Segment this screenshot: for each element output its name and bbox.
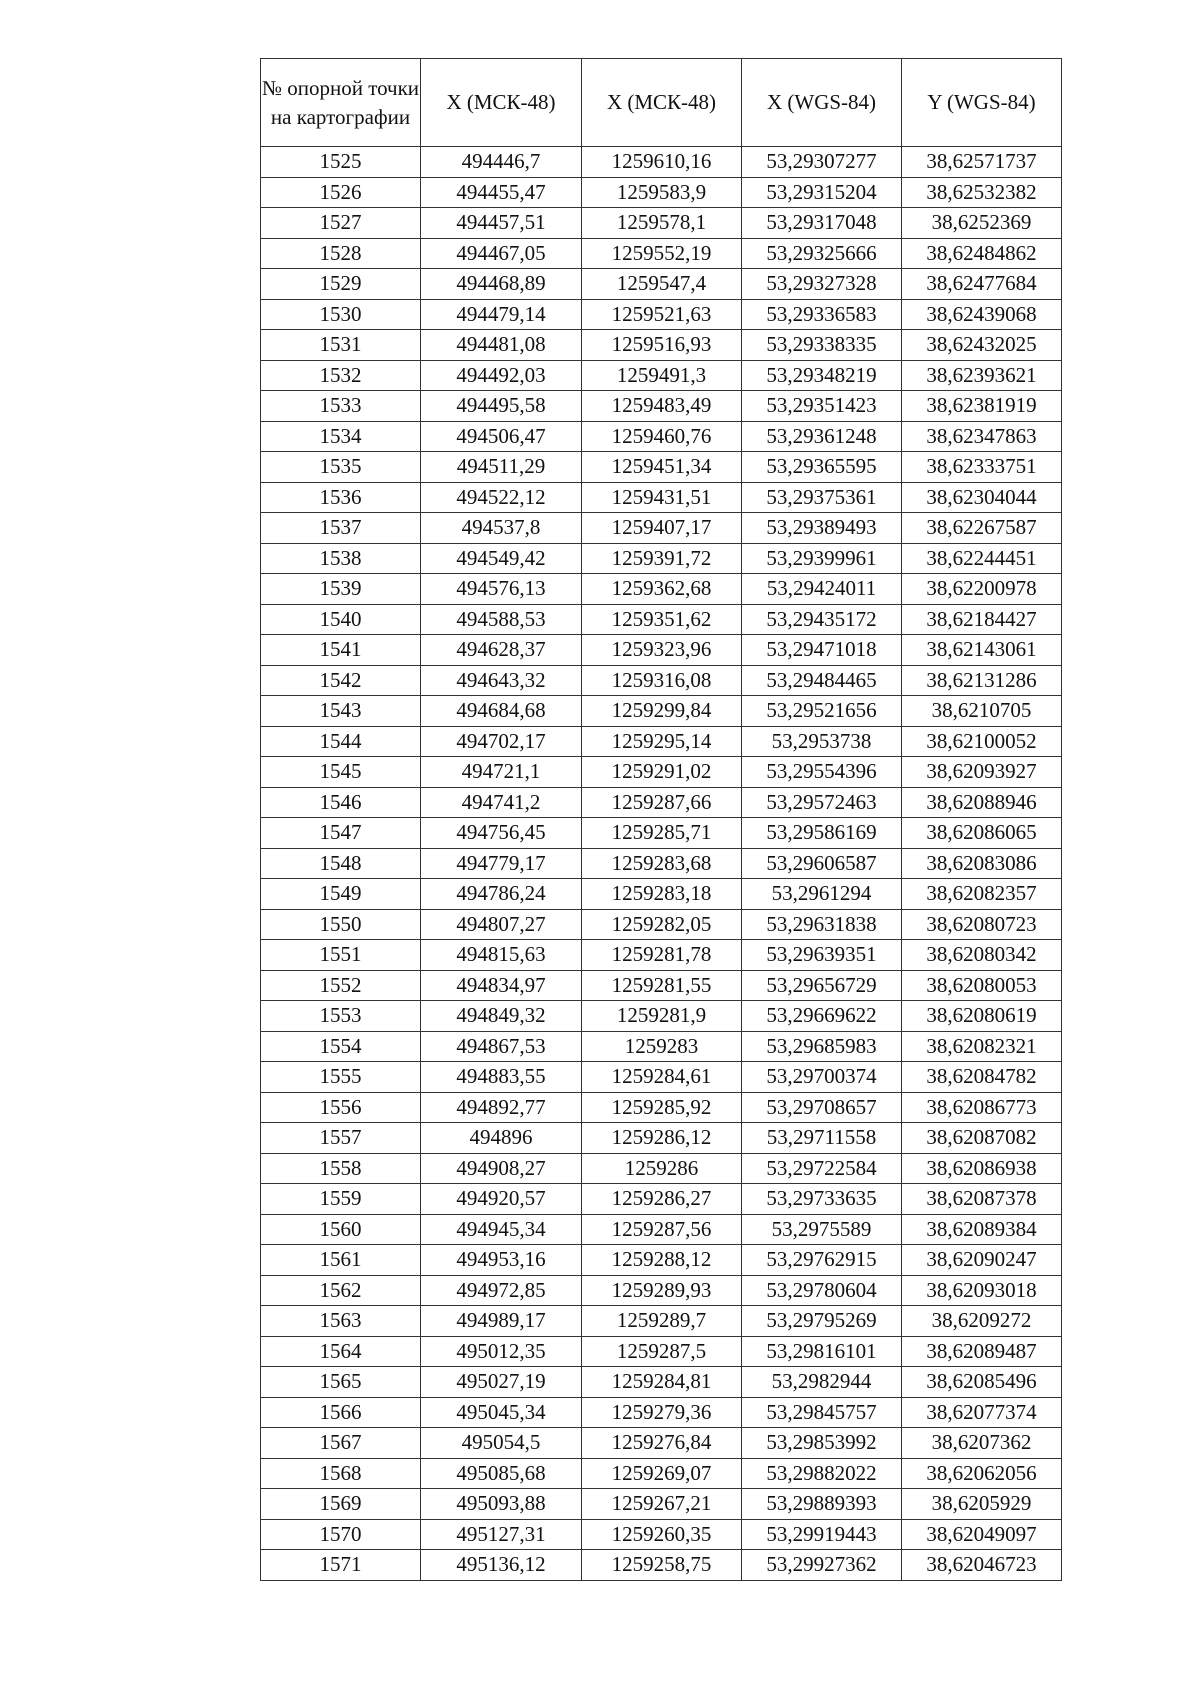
cell-x-msk48: 494457,51 bbox=[421, 208, 582, 239]
cell-x-wgs84: 53,29845757 bbox=[742, 1397, 902, 1428]
cell-x-msk48: 494883,55 bbox=[421, 1062, 582, 1093]
cell-point-number: 1533 bbox=[261, 391, 421, 422]
cell-x-msk48-second: 1259362,68 bbox=[582, 574, 742, 605]
cell-point-number: 1568 bbox=[261, 1458, 421, 1489]
cell-point-number: 1561 bbox=[261, 1245, 421, 1276]
cell-x-wgs84: 53,29780604 bbox=[742, 1275, 902, 1306]
cell-y-wgs84: 38,6209272 bbox=[902, 1306, 1062, 1337]
cell-x-msk48-second: 1259281,9 bbox=[582, 1001, 742, 1032]
cell-x-msk48: 494495,58 bbox=[421, 391, 582, 422]
cell-x-wgs84: 53,29554396 bbox=[742, 757, 902, 788]
cell-x-wgs84: 53,29572463 bbox=[742, 787, 902, 818]
cell-point-number: 1554 bbox=[261, 1031, 421, 1062]
table-row bbox=[261, 848, 1062, 879]
cell-y-wgs84: 38,62484862 bbox=[902, 238, 1062, 269]
cell-x-msk48-second: 1259286 bbox=[582, 1153, 742, 1184]
cell-x-msk48: 494511,29 bbox=[421, 452, 582, 483]
cell-x-msk48: 494892,77 bbox=[421, 1092, 582, 1123]
cell-x-msk48-second: 1259289,93 bbox=[582, 1275, 742, 1306]
cell-point-number: 1532 bbox=[261, 360, 421, 391]
cell-y-wgs84: 38,62333751 bbox=[902, 452, 1062, 483]
table-row bbox=[261, 482, 1062, 513]
cell-point-number: 1559 bbox=[261, 1184, 421, 1215]
cell-point-number: 1543 bbox=[261, 696, 421, 727]
cell-x-wgs84: 53,29336583 bbox=[742, 299, 902, 330]
table-row bbox=[261, 147, 1062, 178]
cell-x-msk48-second: 1259391,72 bbox=[582, 543, 742, 574]
cell-y-wgs84: 38,62090247 bbox=[902, 1245, 1062, 1276]
cell-point-number: 1537 bbox=[261, 513, 421, 544]
cell-point-number: 1562 bbox=[261, 1275, 421, 1306]
cell-x-msk48-second: 1259291,02 bbox=[582, 757, 742, 788]
cell-point-number: 1526 bbox=[261, 177, 421, 208]
cell-x-msk48: 495093,88 bbox=[421, 1489, 582, 1520]
cell-x-wgs84: 53,29711558 bbox=[742, 1123, 902, 1154]
cell-point-number: 1528 bbox=[261, 238, 421, 269]
cell-x-msk48: 494506,47 bbox=[421, 421, 582, 452]
cell-x-msk48: 495136,12 bbox=[421, 1550, 582, 1581]
table-row bbox=[261, 452, 1062, 483]
cell-x-msk48: 495127,31 bbox=[421, 1519, 582, 1550]
cell-y-wgs84: 38,62080723 bbox=[902, 909, 1062, 940]
cell-x-msk48-second: 1259316,08 bbox=[582, 665, 742, 696]
cell-x-msk48: 494522,12 bbox=[421, 482, 582, 513]
cell-point-number: 1542 bbox=[261, 665, 421, 696]
header-x-msk48: X (МСК-48) bbox=[421, 59, 582, 147]
cell-y-wgs84: 38,62089384 bbox=[902, 1214, 1062, 1245]
table-row bbox=[261, 330, 1062, 361]
table-header bbox=[261, 59, 1062, 147]
cell-x-msk48: 494989,17 bbox=[421, 1306, 582, 1337]
cell-x-wgs84: 53,29708657 bbox=[742, 1092, 902, 1123]
cell-point-number: 1548 bbox=[261, 848, 421, 879]
cell-y-wgs84: 38,62049097 bbox=[902, 1519, 1062, 1550]
cell-x-msk48-second: 1259295,14 bbox=[582, 726, 742, 757]
cell-y-wgs84: 38,6210705 bbox=[902, 696, 1062, 727]
cell-x-msk48: 494953,16 bbox=[421, 1245, 582, 1276]
cell-y-wgs84: 38,62244451 bbox=[902, 543, 1062, 574]
cell-y-wgs84: 38,62080619 bbox=[902, 1001, 1062, 1032]
cell-y-wgs84: 38,62077374 bbox=[902, 1397, 1062, 1428]
cell-x-msk48: 495085,68 bbox=[421, 1458, 582, 1489]
cell-x-msk48-second: 1259547,4 bbox=[582, 269, 742, 300]
cell-x-msk48: 494908,27 bbox=[421, 1153, 582, 1184]
table-row bbox=[261, 1123, 1062, 1154]
cell-x-wgs84: 53,29361248 bbox=[742, 421, 902, 452]
cell-x-msk48-second: 1259285,92 bbox=[582, 1092, 742, 1123]
table-row bbox=[261, 238, 1062, 269]
cell-point-number: 1569 bbox=[261, 1489, 421, 1520]
cell-x-wgs84: 53,29315204 bbox=[742, 177, 902, 208]
cell-x-msk48: 494702,17 bbox=[421, 726, 582, 757]
cell-point-number: 1567 bbox=[261, 1428, 421, 1459]
cell-y-wgs84: 38,62131286 bbox=[902, 665, 1062, 696]
table-row bbox=[261, 513, 1062, 544]
cell-x-msk48-second: 1259281,78 bbox=[582, 940, 742, 971]
cell-y-wgs84: 38,62100052 bbox=[902, 726, 1062, 757]
cell-y-wgs84: 38,62083086 bbox=[902, 848, 1062, 879]
cell-x-msk48: 494779,17 bbox=[421, 848, 582, 879]
table-row bbox=[261, 1397, 1062, 1428]
cell-y-wgs84: 38,62085496 bbox=[902, 1367, 1062, 1398]
cell-x-msk48: 494467,05 bbox=[421, 238, 582, 269]
cell-point-number: 1564 bbox=[261, 1336, 421, 1367]
cell-point-number: 1529 bbox=[261, 269, 421, 300]
cell-x-msk48: 494834,97 bbox=[421, 970, 582, 1001]
cell-x-wgs84: 53,29722584 bbox=[742, 1153, 902, 1184]
cell-point-number: 1565 bbox=[261, 1367, 421, 1398]
cell-x-wgs84: 53,29639351 bbox=[742, 940, 902, 971]
cell-x-msk48-second: 1259286,12 bbox=[582, 1123, 742, 1154]
cell-y-wgs84: 38,62304044 bbox=[902, 482, 1062, 513]
table-row bbox=[261, 1092, 1062, 1123]
table-row bbox=[261, 1519, 1062, 1550]
table-row bbox=[261, 1458, 1062, 1489]
cell-point-number: 1570 bbox=[261, 1519, 421, 1550]
cell-y-wgs84: 38,62089487 bbox=[902, 1336, 1062, 1367]
cell-x-msk48: 494492,03 bbox=[421, 360, 582, 391]
table-row bbox=[261, 1245, 1062, 1276]
cell-y-wgs84: 38,62087378 bbox=[902, 1184, 1062, 1215]
cell-x-wgs84: 53,29389493 bbox=[742, 513, 902, 544]
cell-x-wgs84: 53,29762915 bbox=[742, 1245, 902, 1276]
cell-x-wgs84: 53,29606587 bbox=[742, 848, 902, 879]
cell-x-msk48-second: 1259483,49 bbox=[582, 391, 742, 422]
table-row bbox=[261, 360, 1062, 391]
table-row bbox=[261, 1062, 1062, 1093]
cell-x-msk48-second: 1259351,62 bbox=[582, 604, 742, 635]
table-row bbox=[261, 970, 1062, 1001]
header-x-msk48-second: X (МСК-48) bbox=[582, 59, 742, 147]
cell-x-wgs84: 53,29853992 bbox=[742, 1428, 902, 1459]
cell-x-wgs84: 53,29700374 bbox=[742, 1062, 902, 1093]
header-row bbox=[261, 59, 1062, 147]
cell-x-wgs84: 53,29424011 bbox=[742, 574, 902, 605]
cell-x-wgs84: 53,29816101 bbox=[742, 1336, 902, 1367]
cell-y-wgs84: 38,62086065 bbox=[902, 818, 1062, 849]
cell-point-number: 1547 bbox=[261, 818, 421, 849]
cell-y-wgs84: 38,62200978 bbox=[902, 574, 1062, 605]
cell-x-msk48-second: 1259491,3 bbox=[582, 360, 742, 391]
cell-x-msk48: 494479,14 bbox=[421, 299, 582, 330]
cell-x-msk48-second: 1259258,75 bbox=[582, 1550, 742, 1581]
table-row bbox=[261, 909, 1062, 940]
cell-x-wgs84: 53,29882022 bbox=[742, 1458, 902, 1489]
cell-x-msk48-second: 1259583,9 bbox=[582, 177, 742, 208]
cell-point-number: 1545 bbox=[261, 757, 421, 788]
cell-x-wgs84: 53,2961294 bbox=[742, 879, 902, 910]
table-row bbox=[261, 1428, 1062, 1459]
header-point-number: № опорной точки на картографии bbox=[261, 59, 421, 147]
cell-y-wgs84: 38,62477684 bbox=[902, 269, 1062, 300]
cell-x-wgs84: 53,29317048 bbox=[742, 208, 902, 239]
cell-x-msk48-second: 1259451,34 bbox=[582, 452, 742, 483]
cell-x-msk48: 494815,63 bbox=[421, 940, 582, 971]
cell-x-msk48: 494741,2 bbox=[421, 787, 582, 818]
cell-x-msk48: 495054,5 bbox=[421, 1428, 582, 1459]
table-row bbox=[261, 208, 1062, 239]
table-row bbox=[261, 1153, 1062, 1184]
cell-y-wgs84: 38,62082321 bbox=[902, 1031, 1062, 1062]
table-row bbox=[261, 635, 1062, 666]
cell-y-wgs84: 38,62381919 bbox=[902, 391, 1062, 422]
cell-x-msk48: 494684,68 bbox=[421, 696, 582, 727]
cell-x-msk48-second: 1259287,56 bbox=[582, 1214, 742, 1245]
cell-x-wgs84: 53,29365595 bbox=[742, 452, 902, 483]
cell-x-wgs84: 53,29307277 bbox=[742, 147, 902, 178]
cell-x-msk48-second: 1259282,05 bbox=[582, 909, 742, 940]
cell-x-msk48-second: 1259287,5 bbox=[582, 1336, 742, 1367]
cell-point-number: 1527 bbox=[261, 208, 421, 239]
cell-x-msk48-second: 1259431,51 bbox=[582, 482, 742, 513]
cell-x-msk48-second: 1259284,81 bbox=[582, 1367, 742, 1398]
cell-y-wgs84: 38,62184427 bbox=[902, 604, 1062, 635]
table-row bbox=[261, 299, 1062, 330]
cell-point-number: 1544 bbox=[261, 726, 421, 757]
cell-x-wgs84: 53,29484465 bbox=[742, 665, 902, 696]
cell-point-number: 1550 bbox=[261, 909, 421, 940]
cell-x-msk48: 494756,45 bbox=[421, 818, 582, 849]
cell-x-wgs84: 53,29919443 bbox=[742, 1519, 902, 1550]
cell-x-wgs84: 53,29685983 bbox=[742, 1031, 902, 1062]
cell-x-wgs84: 53,2953738 bbox=[742, 726, 902, 757]
cell-x-msk48: 494628,37 bbox=[421, 635, 582, 666]
cell-y-wgs84: 38,62093927 bbox=[902, 757, 1062, 788]
cell-x-msk48: 494920,57 bbox=[421, 1184, 582, 1215]
cell-y-wgs84: 38,6207362 bbox=[902, 1428, 1062, 1459]
table-row bbox=[261, 1031, 1062, 1062]
cell-x-msk48-second: 1259260,35 bbox=[582, 1519, 742, 1550]
cell-x-msk48-second: 1259407,17 bbox=[582, 513, 742, 544]
table-row bbox=[261, 1001, 1062, 1032]
cell-x-msk48-second: 1259281,55 bbox=[582, 970, 742, 1001]
cell-x-wgs84: 53,2982944 bbox=[742, 1367, 902, 1398]
cell-x-msk48-second: 1259323,96 bbox=[582, 635, 742, 666]
cell-y-wgs84: 38,62093018 bbox=[902, 1275, 1062, 1306]
cell-x-msk48-second: 1259610,16 bbox=[582, 147, 742, 178]
table-row bbox=[261, 940, 1062, 971]
table-row bbox=[261, 665, 1062, 696]
cell-x-msk48: 494786,24 bbox=[421, 879, 582, 910]
cell-x-wgs84: 53,29631838 bbox=[742, 909, 902, 940]
cell-x-msk48-second: 1259283 bbox=[582, 1031, 742, 1062]
table-row bbox=[261, 818, 1062, 849]
cell-x-msk48: 494721,1 bbox=[421, 757, 582, 788]
cell-point-number: 1541 bbox=[261, 635, 421, 666]
cell-point-number: 1556 bbox=[261, 1092, 421, 1123]
cell-y-wgs84: 38,62439068 bbox=[902, 299, 1062, 330]
cell-x-msk48: 494446,7 bbox=[421, 147, 582, 178]
cell-x-wgs84: 53,29325666 bbox=[742, 238, 902, 269]
cell-y-wgs84: 38,62062056 bbox=[902, 1458, 1062, 1489]
cell-x-wgs84: 53,29375361 bbox=[742, 482, 902, 513]
cell-point-number: 1563 bbox=[261, 1306, 421, 1337]
cell-x-wgs84: 53,29733635 bbox=[742, 1184, 902, 1215]
table-row bbox=[261, 1550, 1062, 1581]
table-row bbox=[261, 604, 1062, 635]
cell-x-msk48: 494481,08 bbox=[421, 330, 582, 361]
table-body bbox=[261, 147, 1062, 1581]
cell-x-msk48: 494643,32 bbox=[421, 665, 582, 696]
cell-x-wgs84: 53,29586169 bbox=[742, 818, 902, 849]
cell-y-wgs84: 38,62267587 bbox=[902, 513, 1062, 544]
cell-x-wgs84: 53,2975589 bbox=[742, 1214, 902, 1245]
cell-y-wgs84: 38,6205929 bbox=[902, 1489, 1062, 1520]
cell-y-wgs84: 38,62532382 bbox=[902, 177, 1062, 208]
table-row bbox=[261, 177, 1062, 208]
cell-x-msk48: 494807,27 bbox=[421, 909, 582, 940]
cell-x-msk48: 494549,42 bbox=[421, 543, 582, 574]
cell-point-number: 1540 bbox=[261, 604, 421, 635]
cell-point-number: 1571 bbox=[261, 1550, 421, 1581]
cell-x-msk48: 495027,19 bbox=[421, 1367, 582, 1398]
cell-x-msk48-second: 1259516,93 bbox=[582, 330, 742, 361]
cell-x-msk48-second: 1259284,61 bbox=[582, 1062, 742, 1093]
cell-point-number: 1551 bbox=[261, 940, 421, 971]
table-row bbox=[261, 543, 1062, 574]
table-row bbox=[261, 421, 1062, 452]
table-row bbox=[261, 726, 1062, 757]
cell-x-wgs84: 53,29338335 bbox=[742, 330, 902, 361]
cell-x-msk48-second: 1259578,1 bbox=[582, 208, 742, 239]
cell-y-wgs84: 38,62082357 bbox=[902, 879, 1062, 910]
cell-point-number: 1546 bbox=[261, 787, 421, 818]
cell-x-msk48-second: 1259279,36 bbox=[582, 1397, 742, 1428]
header-x-wgs84: X (WGS-84) bbox=[742, 59, 902, 147]
table-row bbox=[261, 757, 1062, 788]
cell-x-msk48: 495045,34 bbox=[421, 1397, 582, 1428]
cell-x-wgs84: 53,29656729 bbox=[742, 970, 902, 1001]
cell-point-number: 1558 bbox=[261, 1153, 421, 1184]
cell-point-number: 1549 bbox=[261, 879, 421, 910]
cell-point-number: 1536 bbox=[261, 482, 421, 513]
cell-x-wgs84: 53,29348219 bbox=[742, 360, 902, 391]
cell-x-msk48-second: 1259521,63 bbox=[582, 299, 742, 330]
table-row bbox=[261, 1184, 1062, 1215]
cell-x-msk48-second: 1259289,7 bbox=[582, 1306, 742, 1337]
cell-y-wgs84: 38,62086773 bbox=[902, 1092, 1062, 1123]
cell-x-wgs84: 53,29889393 bbox=[742, 1489, 902, 1520]
cell-point-number: 1539 bbox=[261, 574, 421, 605]
cell-x-msk48-second: 1259276,84 bbox=[582, 1428, 742, 1459]
cell-x-msk48-second: 1259283,68 bbox=[582, 848, 742, 879]
cell-x-msk48: 494588,53 bbox=[421, 604, 582, 635]
table-row bbox=[261, 787, 1062, 818]
cell-x-msk48: 494896 bbox=[421, 1123, 582, 1154]
cell-point-number: 1555 bbox=[261, 1062, 421, 1093]
table-row bbox=[261, 269, 1062, 300]
cell-x-msk48: 494867,53 bbox=[421, 1031, 582, 1062]
cell-point-number: 1530 bbox=[261, 299, 421, 330]
table-row bbox=[261, 1336, 1062, 1367]
cell-x-msk48: 494455,47 bbox=[421, 177, 582, 208]
cell-x-msk48: 495012,35 bbox=[421, 1336, 582, 1367]
cell-x-wgs84: 53,29521656 bbox=[742, 696, 902, 727]
cell-x-wgs84: 53,29471018 bbox=[742, 635, 902, 666]
table-row bbox=[261, 1306, 1062, 1337]
cell-y-wgs84: 38,62084782 bbox=[902, 1062, 1062, 1093]
cell-x-msk48: 494576,13 bbox=[421, 574, 582, 605]
cell-y-wgs84: 38,62080342 bbox=[902, 940, 1062, 971]
cell-y-wgs84: 38,62571737 bbox=[902, 147, 1062, 178]
cell-point-number: 1538 bbox=[261, 543, 421, 574]
table-row bbox=[261, 1214, 1062, 1245]
cell-point-number: 1535 bbox=[261, 452, 421, 483]
header-y-wgs84: Y (WGS-84) bbox=[902, 59, 1062, 147]
cell-x-wgs84: 53,29795269 bbox=[742, 1306, 902, 1337]
cell-x-wgs84: 53,29327328 bbox=[742, 269, 902, 300]
table-row bbox=[261, 1367, 1062, 1398]
cell-x-msk48: 494849,32 bbox=[421, 1001, 582, 1032]
cell-x-msk48: 494972,85 bbox=[421, 1275, 582, 1306]
cell-x-wgs84: 53,29351423 bbox=[742, 391, 902, 422]
cell-point-number: 1525 bbox=[261, 147, 421, 178]
cell-x-wgs84: 53,29669622 bbox=[742, 1001, 902, 1032]
cell-point-number: 1566 bbox=[261, 1397, 421, 1428]
cell-x-msk48-second: 1259460,76 bbox=[582, 421, 742, 452]
cell-y-wgs84: 38,62432025 bbox=[902, 330, 1062, 361]
cell-y-wgs84: 38,6252369 bbox=[902, 208, 1062, 239]
cell-y-wgs84: 38,62046723 bbox=[902, 1550, 1062, 1581]
cell-point-number: 1557 bbox=[261, 1123, 421, 1154]
cell-point-number: 1553 bbox=[261, 1001, 421, 1032]
cell-point-number: 1560 bbox=[261, 1214, 421, 1245]
cell-x-msk48-second: 1259552,19 bbox=[582, 238, 742, 269]
coordinates-table bbox=[260, 58, 1062, 1581]
cell-x-msk48-second: 1259288,12 bbox=[582, 1245, 742, 1276]
cell-x-wgs84: 53,29435172 bbox=[742, 604, 902, 635]
cell-point-number: 1552 bbox=[261, 970, 421, 1001]
cell-y-wgs84: 38,62393621 bbox=[902, 360, 1062, 391]
cell-x-wgs84: 53,29399961 bbox=[742, 543, 902, 574]
cell-x-msk48-second: 1259283,18 bbox=[582, 879, 742, 910]
cell-point-number: 1531 bbox=[261, 330, 421, 361]
cell-x-msk48: 494468,89 bbox=[421, 269, 582, 300]
cell-x-msk48-second: 1259269,07 bbox=[582, 1458, 742, 1489]
table-row bbox=[261, 1275, 1062, 1306]
table-row bbox=[261, 696, 1062, 727]
cell-x-msk48-second: 1259299,84 bbox=[582, 696, 742, 727]
table-row bbox=[261, 1489, 1062, 1520]
table-row bbox=[261, 391, 1062, 422]
cell-x-msk48-second: 1259285,71 bbox=[582, 818, 742, 849]
table-row bbox=[261, 574, 1062, 605]
cell-x-msk48: 494945,34 bbox=[421, 1214, 582, 1245]
cell-y-wgs84: 38,62080053 bbox=[902, 970, 1062, 1001]
cell-point-number: 1534 bbox=[261, 421, 421, 452]
cell-x-wgs84: 53,29927362 bbox=[742, 1550, 902, 1581]
cell-x-msk48-second: 1259287,66 bbox=[582, 787, 742, 818]
cell-x-msk48-second: 1259286,27 bbox=[582, 1184, 742, 1215]
cell-y-wgs84: 38,62088946 bbox=[902, 787, 1062, 818]
cell-y-wgs84: 38,62143061 bbox=[902, 635, 1062, 666]
table-row bbox=[261, 879, 1062, 910]
cell-y-wgs84: 38,62087082 bbox=[902, 1123, 1062, 1154]
cell-x-msk48: 494537,8 bbox=[421, 513, 582, 544]
cell-y-wgs84: 38,62086938 bbox=[902, 1153, 1062, 1184]
cell-x-msk48-second: 1259267,21 bbox=[582, 1489, 742, 1520]
cell-y-wgs84: 38,62347863 bbox=[902, 421, 1062, 452]
